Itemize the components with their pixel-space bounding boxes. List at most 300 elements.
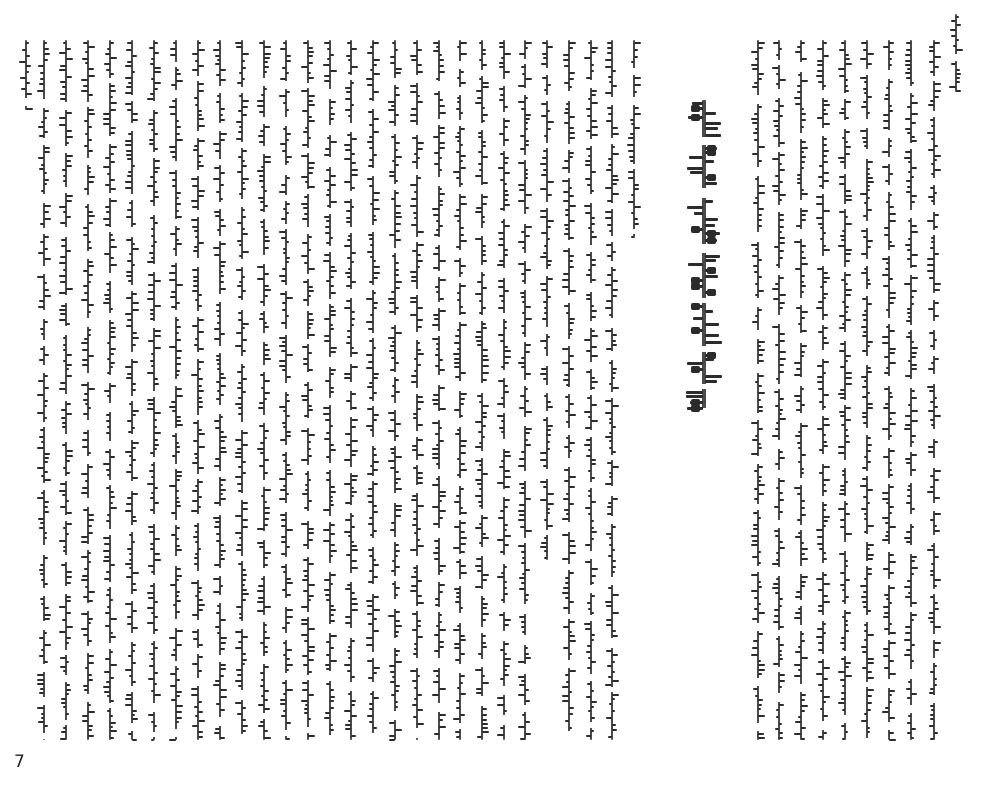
glyph-stroke: [107, 395, 110, 397]
glyph-stroke: [110, 677, 114, 679]
glyph-stroke: [886, 326, 889, 328]
glyph-stroke: [410, 205, 417, 207]
glyph-stroke: [215, 728, 220, 730]
glyph-stroke: [171, 512, 176, 514]
glyph-stroke: [439, 59, 444, 61]
glyph-stroke: [867, 197, 870, 199]
glyph-stroke: [522, 332, 525, 334]
word-gap: [191, 210, 205, 217]
glyph-stroke: [584, 205, 591, 207]
glyph-stroke: [819, 165, 823, 167]
glyph-stroke: [83, 596, 88, 598]
glyph-stroke: [797, 182, 801, 184]
glyph-stroke: [417, 595, 422, 597]
glyph-stroke: [842, 323, 845, 325]
word-gap: [81, 603, 95, 611]
glyph-stroke: [44, 205, 51, 207]
glyph-stroke: [823, 715, 828, 717]
glyph-stroke: [345, 588, 351, 590]
glyph-stroke: [456, 736, 460, 738]
glyph-stroke: [308, 448, 311, 450]
glyph-stroke: [905, 60, 911, 62]
word-gap: [301, 83, 315, 88]
glyph-stroke: [235, 647, 242, 649]
glyph-stroke: [176, 591, 180, 593]
glyph-stroke: [755, 283, 758, 285]
glyph-stroke: [264, 230, 268, 232]
glyph-stroke: [584, 57, 591, 59]
glyph-stroke: [110, 456, 115, 458]
glyph-stroke: [547, 238, 550, 240]
word-gap: [366, 476, 380, 481]
glyph-stroke: [413, 653, 417, 655]
glyph-stroke: [434, 540, 439, 542]
glyph-stroke: [395, 180, 398, 182]
glyph-stroke: [82, 487, 88, 489]
glyph-stroke: [884, 227, 889, 229]
glyph-stroke: [373, 215, 376, 217]
glyph-stroke: [566, 513, 569, 515]
glyph-stroke: [305, 473, 308, 475]
word-gap: [432, 237, 446, 245]
glyph-stroke: [373, 576, 378, 578]
glyph-stroke: [705, 323, 719, 326]
glyph-stroke: [367, 251, 373, 253]
glyph-stroke: [587, 115, 591, 117]
word-gap: [584, 80, 598, 88]
glyph-stroke: [366, 298, 373, 300]
glyph-stroke: [412, 704, 417, 706]
glyph-stroke: [457, 299, 460, 301]
word-gap: [323, 246, 337, 252]
word-gap: [882, 579, 896, 585]
glyph-stroke: [956, 77, 960, 79]
glyph-stroke: [38, 306, 44, 308]
glyph-stroke: [460, 531, 465, 533]
glyph-stroke: [110, 246, 117, 248]
glyph-stroke: [413, 716, 417, 718]
glyph-stroke: [88, 46, 95, 48]
glyph-stroke: [257, 266, 264, 268]
glyph-stroke: [198, 656, 203, 658]
glyph-stroke: [66, 450, 73, 452]
glyph-stroke: [911, 176, 914, 178]
glyph-stroke: [304, 262, 308, 264]
word-gap: [213, 86, 227, 93]
glyph-stroke: [147, 592, 154, 594]
glyph-stroke: [44, 644, 51, 646]
glyph-stroke: [149, 119, 154, 121]
glyph-stroke: [867, 168, 870, 170]
word-gap: [475, 228, 489, 236]
glyph-stroke: [154, 383, 159, 385]
glyph-stroke: [286, 297, 293, 299]
glyph-stroke: [460, 160, 463, 162]
glyph-stroke: [60, 313, 66, 315]
glyph-stroke: [752, 618, 758, 620]
glyph-stroke: [264, 88, 267, 90]
glyph-stroke: [347, 670, 351, 672]
glyph-stroke: [198, 433, 205, 435]
glyph-stroke: [235, 515, 242, 517]
glyph-stroke: [628, 201, 634, 203]
glyph-stroke: [908, 404, 911, 406]
glyph-stroke: [395, 594, 398, 596]
glyph-stroke: [525, 140, 529, 142]
glyph-stroke: [605, 412, 612, 414]
glyph-stroke: [460, 469, 467, 471]
glyph-stroke: [88, 94, 93, 96]
glyph-stroke: [482, 323, 486, 325]
glyph-stroke: [889, 241, 892, 243]
glyph-stroke: [395, 435, 399, 437]
glyph-stroke: [518, 162, 525, 164]
glyph-stroke: [585, 178, 591, 180]
glyph-stroke: [845, 560, 848, 562]
glyph-stroke: [460, 112, 463, 114]
text-column: [453, 40, 467, 740]
glyph-stroke: [543, 378, 547, 380]
glyph-stroke: [391, 105, 395, 107]
glyph-stroke: [569, 476, 576, 478]
glyph-stroke: [504, 139, 509, 141]
glyph-stroke: [110, 715, 113, 717]
glyph-stroke: [325, 226, 330, 228]
glyph-stroke: [758, 733, 764, 735]
glyph-stroke: [819, 401, 823, 403]
glyph-stroke: [547, 503, 554, 505]
glyph-stroke: [414, 358, 417, 360]
glyph-stroke: [308, 137, 311, 139]
glyph-stroke: [591, 94, 596, 96]
glyph-stroke: [773, 298, 779, 300]
glyph-stroke: [504, 455, 511, 457]
glyph-stroke: [911, 254, 918, 256]
glyph-stroke: [198, 165, 204, 167]
glyph-stroke: [588, 155, 591, 157]
glyph-stroke: [147, 261, 154, 263]
glyph-stroke: [110, 102, 117, 104]
word-gap: [59, 326, 73, 335]
glyph-stroke: [588, 227, 591, 229]
glyph-stroke: [127, 42, 132, 44]
glyph-stroke: [606, 348, 612, 350]
glyph-stroke: [373, 347, 376, 349]
glyph-stroke: [504, 321, 507, 323]
glyph-stroke: [860, 77, 867, 79]
glyph-stroke: [518, 362, 525, 364]
word-gap: [497, 489, 511, 497]
glyph-stroke: [911, 113, 918, 115]
glyph-stroke: [475, 175, 482, 177]
text-stem: [757, 40, 759, 740]
glyph-stroke: [44, 557, 48, 559]
word-gap: [432, 302, 446, 308]
glyph-stroke: [170, 151, 176, 153]
glyph-stroke: [198, 348, 204, 350]
glyph-stroke: [220, 198, 223, 200]
glyph-stroke: [351, 440, 358, 442]
glyph-stroke: [66, 693, 69, 695]
glyph-stroke: [591, 501, 596, 503]
glyph-stroke: [606, 300, 612, 302]
glyph-stroke: [132, 493, 138, 495]
glyph-stroke: [688, 263, 703, 266]
glyph-stroke: [801, 514, 806, 516]
glyph-stroke: [455, 601, 460, 603]
glyph-stroke: [478, 501, 482, 503]
glyph-stroke: [66, 136, 73, 138]
glyph-stroke: [351, 491, 357, 493]
glyph-stroke: [569, 260, 573, 262]
glyph-stroke: [39, 300, 44, 302]
glyph-stroke: [369, 397, 373, 399]
word-gap: [147, 321, 161, 328]
glyph-stroke: [905, 54, 911, 56]
glyph-stroke: [345, 519, 351, 521]
glyph-stroke: [391, 357, 395, 359]
glyph-stroke: [85, 403, 88, 405]
glyph-stroke: [801, 285, 806, 287]
word-gap: [213, 655, 227, 662]
glyph-stroke: [845, 319, 851, 321]
glyph-stroke: [198, 49, 205, 51]
glyph-stroke: [753, 688, 758, 690]
word-gap: [169, 556, 183, 566]
glyph-stroke: [330, 689, 334, 691]
word-gap: [59, 476, 73, 481]
glyph-stroke: [129, 455, 132, 457]
glyph-stroke: [525, 318, 532, 320]
glyph-stroke: [779, 598, 783, 600]
glyph-stroke: [59, 319, 66, 321]
glyph-stroke: [261, 695, 264, 697]
word-gap: [366, 682, 380, 691]
glyph-stroke: [845, 435, 849, 437]
glyph-stroke: [504, 658, 511, 660]
glyph-stroke: [214, 328, 220, 330]
word-gap: [213, 123, 227, 131]
glyph-stroke: [864, 310, 867, 312]
glyph-stroke: [286, 578, 291, 580]
glyph-stroke: [779, 48, 782, 50]
word-gap: [410, 431, 424, 437]
glyph-stroke: [325, 664, 330, 666]
glyph-stroke: [779, 418, 786, 420]
glyph-stroke: [346, 300, 351, 302]
word-gap: [497, 408, 511, 413]
glyph-stroke: [417, 64, 422, 66]
glyph-stroke: [705, 127, 718, 130]
word-gap: [562, 339, 576, 346]
glyph-stroke: [904, 537, 911, 539]
glyph-stroke: [863, 319, 867, 321]
glyph-stroke: [110, 348, 116, 350]
glyph-stroke: [286, 738, 290, 740]
glyph-stroke: [176, 644, 182, 646]
glyph-stroke: [388, 615, 395, 617]
glyph-stroke: [176, 326, 181, 328]
word-gap: [927, 178, 941, 185]
word-gap: [37, 697, 51, 705]
word-gap: [882, 70, 896, 79]
glyph-stroke: [60, 98, 66, 100]
glyph-stroke: [264, 349, 270, 351]
glyph-stroke: [330, 647, 334, 649]
glyph-stroke: [908, 220, 911, 222]
glyph-stroke: [304, 640, 308, 642]
glyph-stroke: [281, 715, 286, 717]
glyph-stroke: [417, 49, 422, 51]
glyph-stroke: [889, 469, 892, 471]
glyph-stroke: [40, 429, 44, 431]
glyph-stroke: [132, 650, 135, 652]
glyph-stroke: [525, 530, 532, 532]
glyph-stroke: [882, 711, 889, 713]
word-gap: [191, 620, 205, 629]
glyph-stroke: [934, 397, 937, 399]
glyph-stroke: [754, 498, 758, 500]
glyph-stroke: [411, 224, 417, 226]
glyph-stroke: [842, 137, 845, 139]
glyph-stroke: [525, 594, 529, 596]
glyph-stroke: [132, 55, 137, 57]
word-gap: [388, 638, 402, 648]
glyph-stroke: [905, 626, 911, 628]
glyph-stroke: [236, 121, 242, 123]
glyph-stroke: [634, 77, 641, 79]
glyph-stroke: [562, 700, 569, 702]
glyph-stroke: [242, 228, 245, 230]
glyph-stroke: [286, 469, 291, 471]
glyph-stroke: [479, 401, 482, 403]
glyph-stroke: [414, 532, 417, 534]
word-gap: [388, 403, 402, 410]
glyph-stroke: [373, 208, 380, 210]
glyph-stroke: [823, 180, 829, 182]
glyph-stroke: [585, 628, 591, 630]
glyph-stroke: [195, 553, 198, 555]
word-gap: [213, 346, 227, 353]
glyph-stroke: [220, 394, 224, 396]
glyph-stroke: [758, 47, 763, 49]
glyph-stroke: [482, 349, 488, 351]
glyph-stroke: [110, 362, 115, 364]
glyph-stroke: [325, 148, 330, 150]
glyph-stroke: [61, 245, 66, 247]
glyph-stroke: [82, 364, 88, 366]
glyph-stroke: [779, 674, 785, 676]
glyph-stroke: [499, 133, 504, 135]
glyph-stroke: [886, 367, 889, 369]
glyph-stroke: [304, 712, 308, 714]
glyph-stroke: [482, 355, 488, 357]
glyph-stroke: [37, 679, 44, 681]
glyph-stroke: [591, 582, 594, 584]
glyph-stroke: [215, 521, 220, 523]
glyph-stroke: [911, 352, 917, 354]
glyph-stroke: [889, 51, 894, 53]
word-gap: [37, 340, 51, 346]
glyph-stroke: [845, 260, 850, 262]
glyph-stroke: [63, 706, 66, 708]
glyph-stroke: [302, 682, 308, 684]
glyph-stroke: [351, 407, 357, 409]
glyph-stroke: [518, 726, 525, 728]
word-gap: [518, 284, 532, 290]
word-gap: [169, 90, 183, 98]
word-gap: [751, 566, 765, 572]
glyph-stroke: [417, 266, 420, 268]
glyph-stroke: [304, 213, 308, 215]
glyph-stroke: [460, 463, 465, 465]
glyph-stroke: [883, 114, 889, 116]
glyph-stroke: [220, 585, 223, 587]
word-gap: [584, 585, 598, 593]
glyph-stroke: [564, 82, 569, 84]
glyph-stroke: [612, 549, 615, 551]
glyph-stroke: [132, 337, 139, 339]
glyph-stroke: [264, 392, 270, 394]
glyph-stroke: [373, 73, 380, 75]
word-gap: [344, 382, 358, 391]
glyph-stroke: [258, 407, 264, 409]
word-gap: [37, 194, 51, 203]
word-gap: [323, 398, 337, 405]
glyph-stroke: [845, 662, 851, 664]
glyph-stroke: [845, 274, 851, 276]
glyph-stroke: [61, 702, 66, 704]
glyph-stroke: [235, 345, 242, 347]
glyph-stroke: [63, 344, 66, 346]
glyph-stroke: [504, 391, 509, 393]
glyph-stroke: [479, 42, 482, 44]
glyph-stroke: [304, 415, 308, 417]
glyph-stroke: [367, 613, 373, 615]
glyph-stroke: [198, 190, 205, 192]
glyph-stroke: [823, 104, 830, 106]
glyph-stroke: [845, 190, 851, 192]
glyph-stroke: [845, 533, 852, 535]
glyph-stroke: [217, 315, 220, 317]
glyph-stroke: [500, 727, 504, 729]
word-gap: [584, 482, 598, 488]
word-gap: [838, 400, 852, 405]
glyph-stroke: [344, 373, 351, 375]
glyph-stroke: [81, 342, 88, 344]
word-gap: [453, 418, 467, 427]
glyph-stroke: [85, 133, 88, 135]
glyph-stroke: [867, 731, 870, 733]
glyph-stroke: [453, 353, 460, 355]
glyph-stroke: [264, 489, 271, 491]
glyph-stroke: [845, 153, 850, 155]
glyph-stroke: [216, 74, 220, 76]
glyph-stroke: [758, 633, 763, 635]
glyph-stroke: [103, 218, 110, 220]
glyph-stroke: [801, 558, 808, 560]
glyph-stroke: [841, 698, 845, 700]
glyph-stroke: [499, 260, 504, 262]
glyph-stroke: [239, 193, 242, 195]
glyph-stroke: [889, 572, 894, 574]
glyph-stroke: [213, 684, 220, 686]
glyph-stroke: [107, 474, 110, 476]
glyph-stroke: [66, 403, 71, 405]
glyph-stroke: [544, 135, 547, 137]
glyph-stroke: [586, 371, 591, 373]
glyph-stroke: [326, 641, 330, 643]
